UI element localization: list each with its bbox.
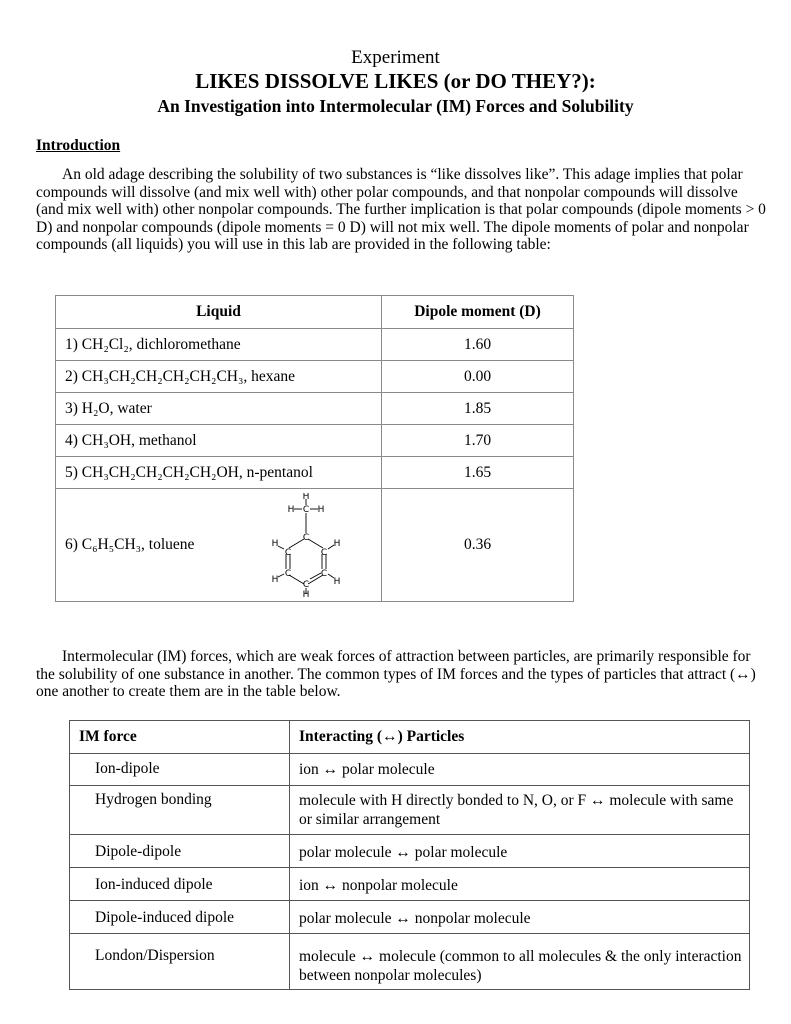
im-forces-paragraph: Intermolecular (IM) forces, which are weak forces of attraction between particles, are primarily responsible for the solubility of one substance in another. The common types of IM forces and the types of particles that attract (↔) one another to create them are in the table below.	[36, 648, 756, 701]
table-row	[56, 425, 574, 457]
table-row	[70, 934, 750, 990]
title-block	[0, 0, 791, 117]
atom-label: C	[302, 580, 310, 590]
table-row	[56, 361, 574, 393]
atom-label: H	[271, 539, 279, 549]
atom-label: C	[284, 548, 292, 558]
interacting-particles: molecule with H directly bonded to N, O, or F ↔ molecule with same or similar arrangement	[290, 786, 750, 835]
table-header-row	[70, 721, 750, 754]
table-row	[56, 457, 574, 489]
atom-label: C	[302, 505, 310, 515]
table-header-row	[56, 296, 574, 329]
dipole-column-header: Dipole moment (D)	[382, 296, 574, 329]
liquid-name: 6) C₆H₅CH₃, toluene	[65, 536, 195, 553]
liquids-table	[55, 295, 574, 602]
interacting-particles: molecule ↔ molecule (common to all molecules & the only interaction between nonpolar molecules)	[290, 934, 750, 990]
atom-label: C	[320, 569, 328, 579]
liquid-name: 2) CH₃CH₂CH₂CH₂CH₂CH₃, hexane	[56, 361, 382, 393]
atom-label: C	[302, 533, 310, 543]
dipole-value: 0.36	[382, 489, 574, 602]
table-row	[70, 754, 750, 786]
liquid-name: 5) CH₃CH₂CH₂CH₂CH₂OH, n-pentanol	[56, 457, 382, 489]
atom-label: C	[320, 548, 328, 558]
interacting-particles: polar molecule ↔ polar molecule	[290, 835, 750, 868]
particles-column-header: Interacting (↔) Particles	[290, 721, 750, 754]
atom-label: H	[302, 493, 310, 502]
im-force-name: Ion-induced dipole	[70, 868, 290, 901]
table-row	[70, 901, 750, 934]
im-force-name: Hydrogen bonding	[70, 786, 290, 835]
table-row	[70, 786, 750, 835]
dipole-value: 1.85	[382, 393, 574, 425]
dipole-value: 0.00	[382, 361, 574, 393]
im-force-name: London/Dispersion	[70, 934, 290, 990]
dipole-value: 1.65	[382, 457, 574, 489]
interacting-particles: ion ↔ polar molecule	[290, 754, 750, 786]
liquid-name: 1) CH₂Cl₂, dichloromethane	[56, 329, 382, 361]
page-title: LIKES DISSOLVE LIKES (or DO THEY?):	[195, 69, 596, 93]
atom-label: H	[302, 590, 310, 597]
atom-label: H	[317, 505, 325, 515]
table-row	[56, 329, 574, 361]
atom-label: H	[287, 505, 295, 515]
atom-label: H	[333, 577, 341, 587]
atom-label: H	[333, 539, 341, 549]
page-subtitle: An Investigation into Intermolecular (IM) Forces and Solubility	[157, 96, 634, 116]
liquid-column-header: Liquid	[56, 296, 382, 329]
toluene-cell	[56, 489, 382, 602]
im-force-name: Dipole-induced dipole	[70, 901, 290, 934]
toluene-structure-icon	[271, 493, 341, 597]
table-row	[70, 835, 750, 868]
im-force-name: Ion-dipole	[70, 754, 290, 786]
introduction-heading: Introduction	[36, 137, 121, 154]
dipole-value: 1.70	[382, 425, 574, 457]
liquid-name: 3) H₂O, water	[56, 393, 382, 425]
title-kicker: Experiment	[351, 47, 440, 68]
table-row	[56, 393, 574, 425]
introduction-paragraph: An old adage describing the solubility of two substances is “like dissolves like”. This adage implies that polar compounds will dissolve (and mix well with) other polar compounds, and that nonpolar compounds will dissolve (and mix well with) other nonpolar compounds. The further implication is that polar compounds (dipole moments > 0 D) and nonpolar compounds (dipole moments = 0 D) will not mix well. The dipole moments of polar and nonpolar compounds (all liquids) you will use in this lab are provided in the following table:	[36, 166, 766, 254]
im-force-name: Dipole-dipole	[70, 835, 290, 868]
interacting-particles: ion ↔ nonpolar molecule	[290, 868, 750, 901]
table-row	[70, 868, 750, 901]
atom-label: H	[271, 575, 279, 585]
liquid-name: 4) CH₃OH, methanol	[56, 425, 382, 457]
table-row	[56, 489, 574, 602]
interacting-particles: polar molecule ↔ nonpolar molecule	[290, 901, 750, 934]
atom-label: C	[284, 569, 292, 579]
im-forces-table	[69, 720, 750, 990]
dipole-value: 1.60	[382, 329, 574, 361]
im-force-column-header: IM force	[70, 721, 290, 754]
